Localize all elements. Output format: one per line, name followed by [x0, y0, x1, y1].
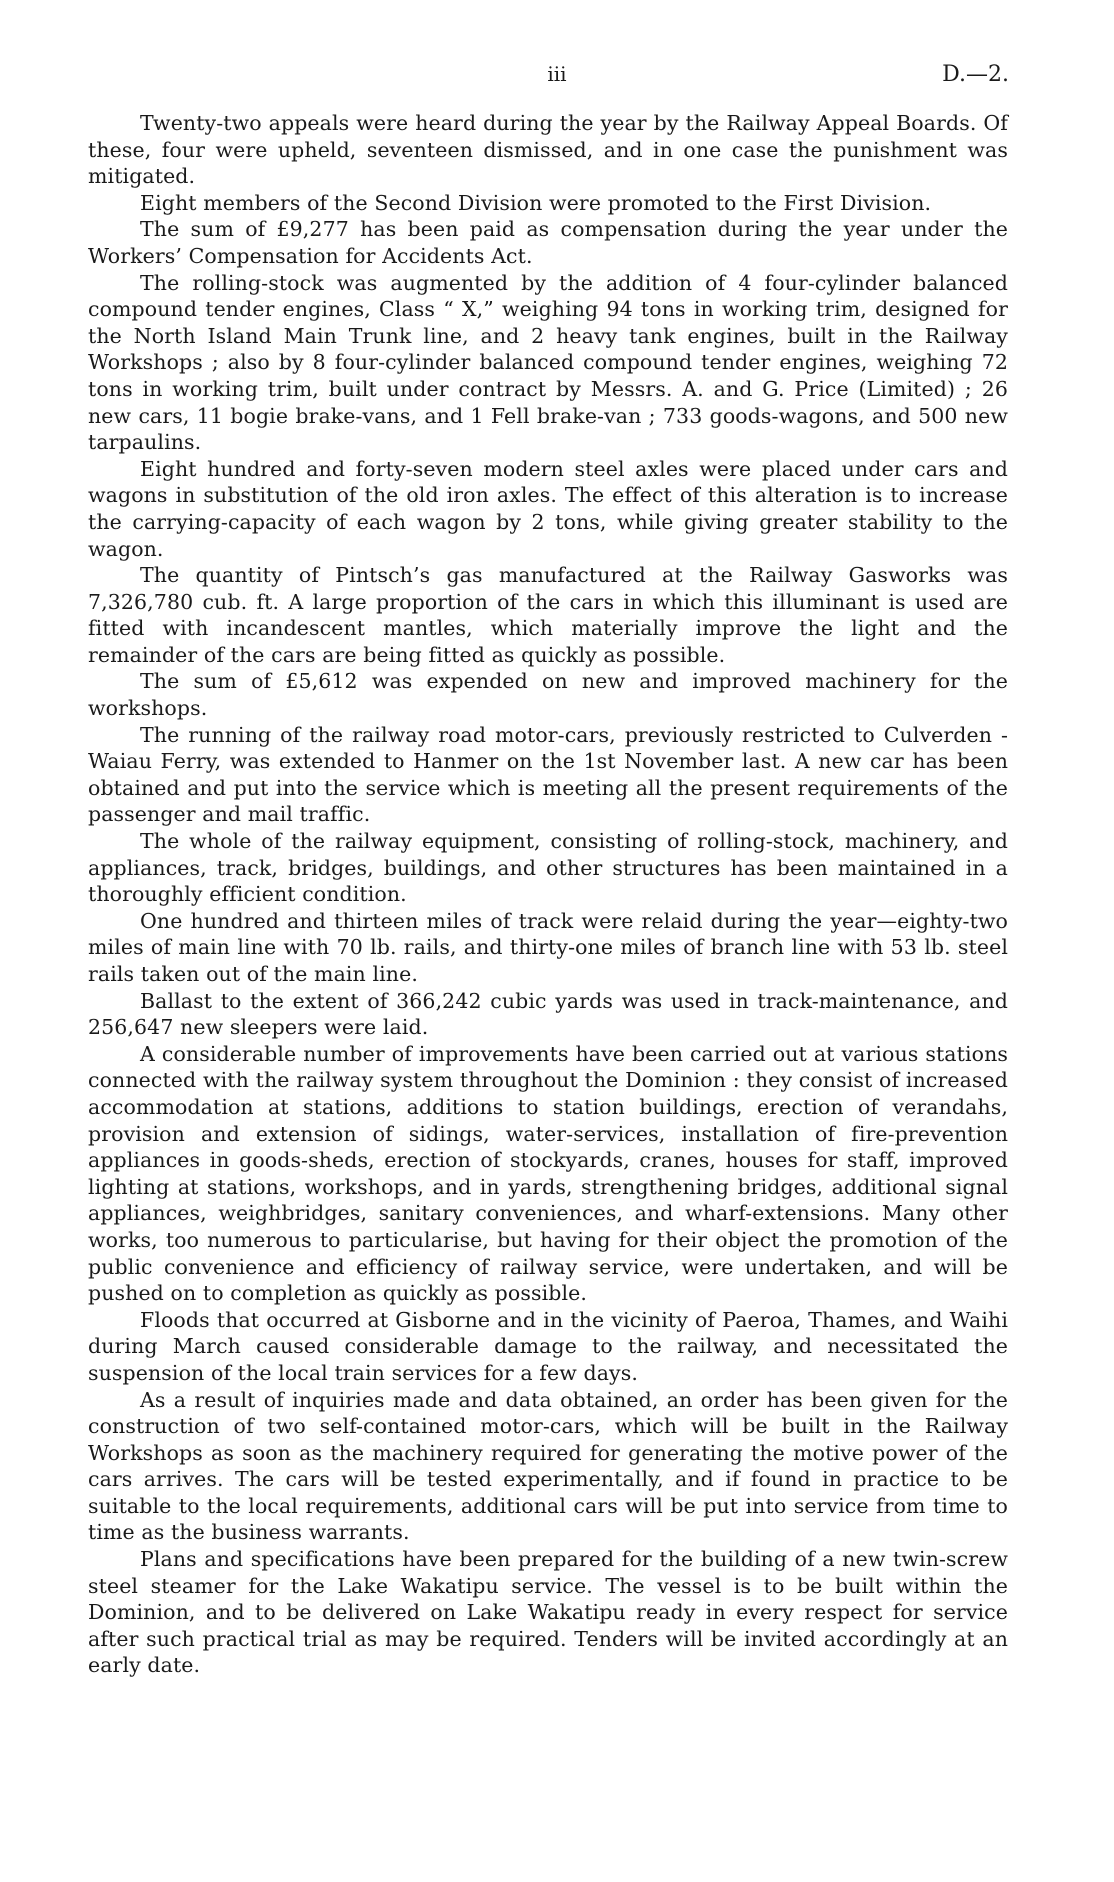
paragraph-self-contained-cars: As a result of inquiries made and data obtained, an order has been given for the construction of two self-contained motor-cars, which will be built in the Railway Workshops as soon as the machinery required for generating the motive power of the cars arrives. The cars will be tested experimentally, and if found in practice to be suitable to the local requirements, additional cars will be put into service from time to time as the business warrants. — [88, 1387, 1008, 1545]
paragraph-equipment: The whole of the railway equipment, consisting of rolling-stock, machinery, and appliances, track, bridges, buildings, and other structures has been maintained in a thoroughly efficient condition. — [88, 829, 1008, 907]
paragraph-promotions: Eight members of the Second Division were promoted to the First Division. — [140, 190, 932, 215]
paragraph-appeals: Twenty-two appeals were heard during the year by the Railway Appeal Boards. Of these, four were upheld, seventeen dismissed, and in one case the punishment was mitigated. — [88, 111, 1008, 189]
paragraph-machinery: The sum of £5,612 was expended on new and improved machinery for the workshops. — [88, 669, 1008, 721]
paragraph-improvements: A considerable number of improvements have been carried out at various stations connected with the railway system throughout the Dominion : they consist of increased accommodation at stations, additions to station buildings, erection of verandahs, provision and extension of sidings, water-services, installation of fire-prevention appliances in goods-sheds, erection of stockyards, cranes, houses for staff, improved lighting at stations, workshops, and in yards, strengthening bridges, additional signal appliances, weighbridges, sanitary conveniences, and wharf-extensions. Many other works, too numerous to particularise, but having for their object the promotion of the public convenience and efficiency of railway service, were undertaken, and will be pushed on to completion as quickly as possible. — [88, 1041, 1008, 1306]
paragraph-compensation: The sum of £9,277 has been paid as compensation during the year under the Workers’ Compensation for Accidents Act. — [88, 217, 1008, 268]
paragraph-ballast: Ballast to the extent of 366,242 cubic yards was used in track-maintenance, and 256,647 new sleepers were laid. — [88, 988, 1008, 1040]
paragraph-floods: Floods that occurred at Gisborne and in the vicinity of Paeroa, Thames, and Waihi during March caused considerable damage to the railway, and necessitated the suspension of the local train services for a few days. — [88, 1307, 1008, 1385]
page-header — [0, 62, 1114, 92]
paragraph-gasworks: The quantity of Pintsch’s gas manufactured at the Railway Gasworks was 7,326,780 cub. ft. A large proportion of the cars in which this illuminant is used are fitted with incandescent mantles, which materially improve the light and the remainder of the cars are being fitted as quickly as possible. — [88, 563, 1008, 667]
paragraph-steel-axles: Eight hundred and forty-seven modern steel axles were placed under cars and wagons in substitution of the old iron axles. The effect of this alteration is to increase the carrying-capacity of each wagon by 2 tons, while giving greater stability to the wagon. — [88, 456, 1008, 561]
page-number: iii — [547, 62, 567, 86]
paragraph-motor-cars: The running of the railway road motor-cars, previously restricted to Culverden - Waiau Ferry, was extended to Hanmer on the 1st November last. A new car has been obtained and put into the service which is meeting all the present requirements of the passenger and mail traffic. — [88, 722, 1008, 827]
body-text — [88, 110, 1008, 1679]
paragraph-track-relaid: One hundred and thirteen miles of track were relaid during the year—eighty-two miles of main line with 70 lb. rails, and thirty-one miles of branch line with 53 lb. steel rails taken out of the main line. — [88, 908, 1008, 986]
paragraph-rolling-stock: The rolling-stock was augmented by the addition of 4 four-cylinder balanced compound tender engines, Class “ X,” weighing 94 tons in working trim, designed for the North Island Main Trunk line, and 2 heavy tank engines, built in the Railway Workshops ; also by 8 four-cylinder balanced compound tender engines, weighing 72 tons in working trim, built under contract by Messrs. A. and G. Price (Limited) ; 26 new cars, 11 bogie brake-vans, and 1 Fell brake-van ; 733 goods-wagons, and 500 new tarpaulins. — [88, 270, 1008, 455]
document-reference: D.—2. — [942, 62, 1009, 87]
paragraph-steamer: Plans and specifications have been prepared for the building of a new twin-screw steel steamer for the Lake Wakatipu service. The vessel is to be built within the Dominion, and to be delivered on Lake Wakatipu ready in every respect for service after such practical trial as may be required. Tenders will be invited accordingly at an early date. — [88, 1547, 1008, 1678]
